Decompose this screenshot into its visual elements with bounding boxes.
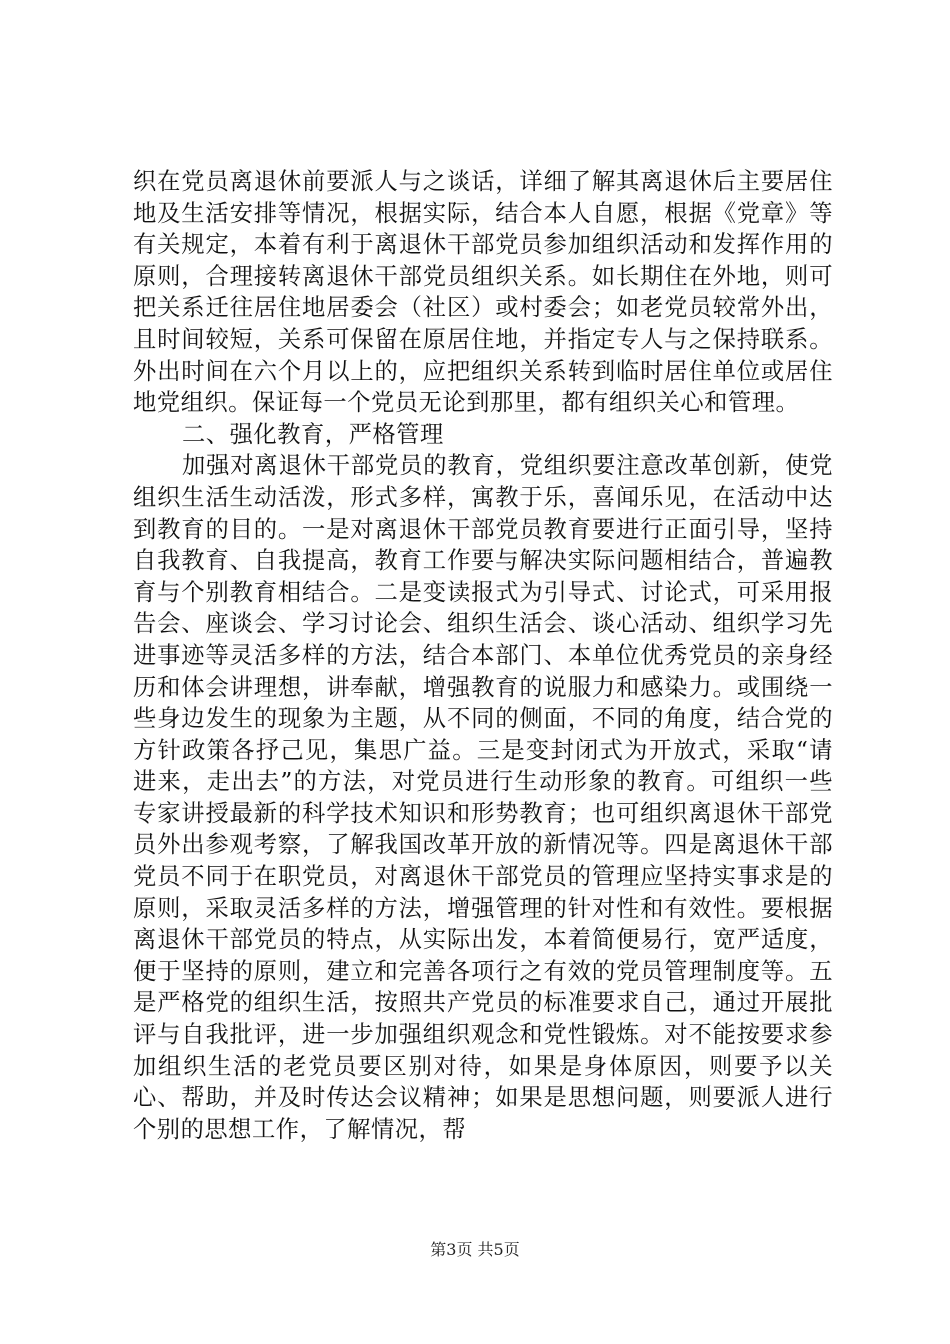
document-body <box>133 166 833 1145</box>
section-heading: 二、强化教育，严格管理 <box>182 420 444 448</box>
paragraph-education: 加强对离退休干部党员的教育，党组织要注意改革创新，使党组织生活生动活泼，形式多样，寓教于乐，喜闻乐见，在活动中达到教育的目的。一是对离退休干部党员教育要进行正面引导，坚持自我教育、自我提高，教育工作要与解决实际问题相结合，普遍教育与个别教育相结合。二是变读报式为引导式、讨论式，可采用报告会、座谈会、学习讨论会、组织生活会、谈心活动、组织学习先进事迹等灵活多样的方法，结合本部门、本单位优秀党员的亲身经历和体会讲理想，讲奉献，增强教育的说服力和感染力。或围绕一些身边发生的现象为主题，从不同的侧面，不同的角度，结合党的方针政策各抒己见，集思广益。三是变封闭式为开放式，采取“请进来，走出去”的方法，对党员进行生动形象的教育。可组织一些专家讲授最新的科学技术知识和形势教育；也可组织离退休干部党员外出参观考察，了解我国改革开放的新情况等。四是离退休干部党员不同于在职党员，对离退休干部党员的管理应坚持实事求是的原则，采取灵活多样的方法，增强管理的针对性和有效性。要根据离退休干部党员的特点，从实际出发，本着简便易行，宽严适度，便于坚持的原则，建立和完善各项行之有效的党员管理制度等。五是严格党的组织生活，按照共产党员的标准要求自己，通过开展批评与自我批评，进一步加强组织观念和党性锻炼。对不能按要求参加组织生活的老党员要区别对待，如果是身体原因，则要予以关心、帮助，并及时传达会议精神；如果是思想问题，则要派人进行个别的思想工作，了解情况，帮 <box>133 452 833 1143</box>
paragraph-continuation: 织在党员离退休前要派人与之谈话，详细了解其离退休后主要居住地及生活安排等情况，根据实际，结合本人自愿，根据《党章》等有关规定，本着有利于离退休干部党员参加组织活动和发挥作用的原则，合理接转离退休干部党员组织关系。如长期住在外地，则可把关系迁往居住地居委会（社区）或村委会；如老党员较常外出，且时间较短，关系可保留在原居住地，并指定专人与之保持联系。外出时间在六个月以上的，应把组织关系转到临时居住单位或居住地党组织。保证每一个党员无论到那里，都有组织关心和管理。 <box>133 168 833 417</box>
page-number-footer: 第3页 共5页 <box>430 1240 520 1259</box>
